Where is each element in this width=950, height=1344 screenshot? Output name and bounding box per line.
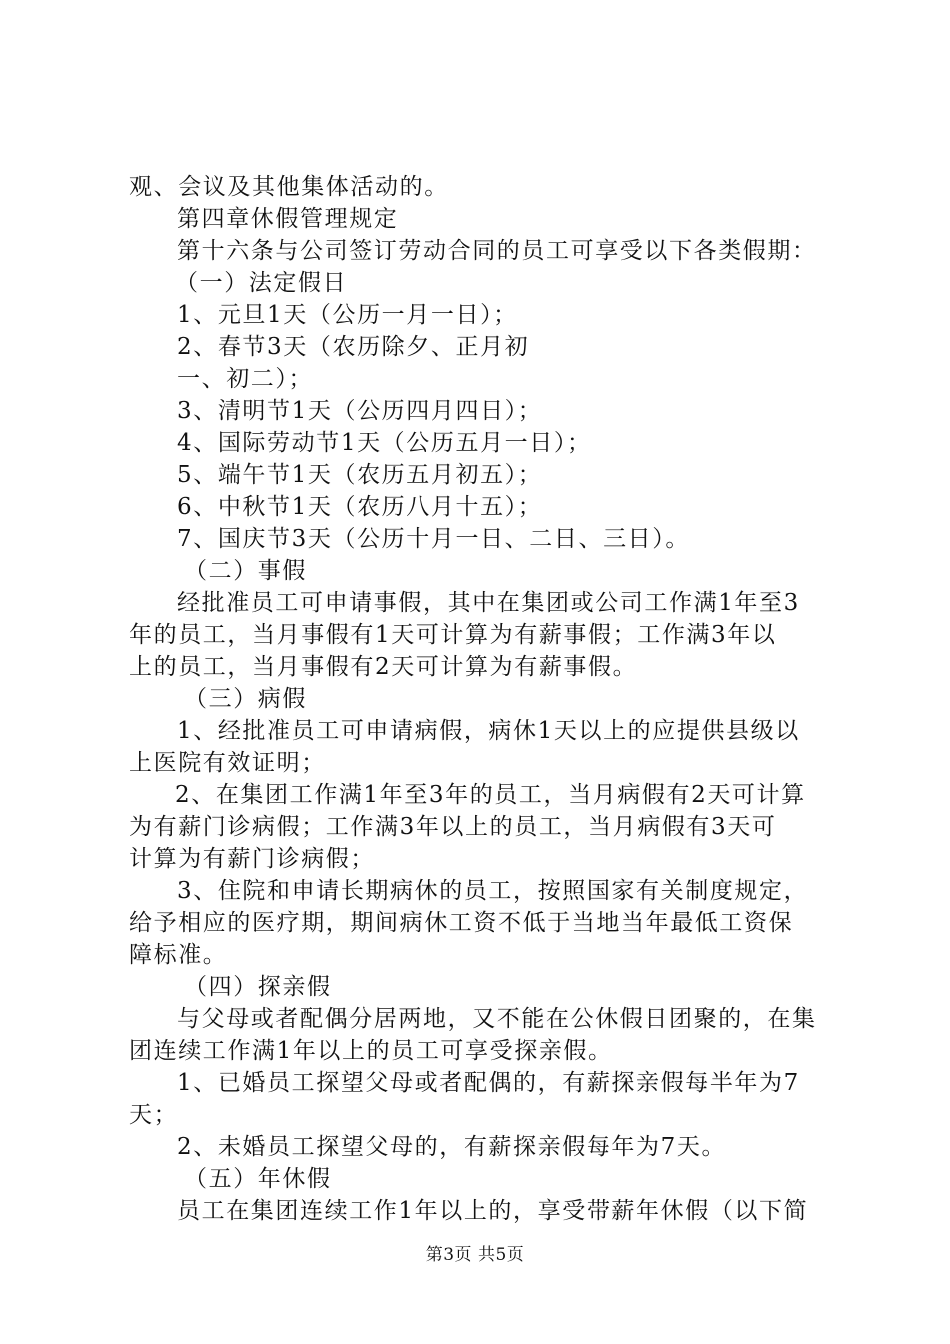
section-heading: （五）年休假 xyxy=(184,1166,332,1192)
text-line: 上医院有效证明； xyxy=(129,750,326,776)
text-line: 经批准员工可申请事假，其中在集团或公司工作满1年至3 xyxy=(177,590,800,616)
text-line: 为有薪门诊病假；工作满3年以上的员工，当月病假有3天可 xyxy=(129,814,777,840)
text-line: 2、未婚员工探望父母的，有薪探亲假每年为7天。 xyxy=(177,1134,727,1160)
text-line: 3、住院和申请长期病休的员工，按照国家有关制度规定， xyxy=(177,878,809,904)
list-item: 6、中秋节1天（农历八月十五）； xyxy=(177,494,543,520)
list-item: 1、元旦1天（公历一月一日）； xyxy=(177,302,518,328)
text-line: 1、经批准员工可申请病假，病休1天以上的应提供县级以 xyxy=(177,718,800,744)
text-line: 观、会议及其他集体活动的。 xyxy=(129,174,449,200)
section-heading: （四）探亲假 xyxy=(184,974,332,1000)
text-line: 年的员工，当月事假有1天可计算为有薪事假；工作满3年以 xyxy=(129,622,777,648)
list-item: 一、初二）； xyxy=(177,366,314,392)
text-line: 团连续工作满1年以上的员工可享受探亲假。 xyxy=(129,1038,613,1064)
list-item: 7、国庆节3天（公历十月一日、二日、三日）。 xyxy=(177,526,690,552)
section-heading: （三）病假 xyxy=(184,686,307,712)
text-line: 员工在集团连续工作1年以上的，享受带薪年休假（以下简 xyxy=(177,1198,809,1224)
list-item: 3、清明节1天（公历四月四日）； xyxy=(177,398,543,424)
text-line: 2、在集团工作满1年至3年的员工，当月病假有2天可计算 xyxy=(175,782,806,808)
text-line: 计算为有薪门诊病假； xyxy=(129,846,375,872)
list-item: 2、春节3天（农历除夕、正月初 xyxy=(177,334,530,360)
chapter-heading: 第四章休假管理规定 xyxy=(177,206,399,232)
section-heading: （二）事假 xyxy=(184,558,307,584)
text-line: 1、已婚员工探望父母或者配偶的，有薪探亲假每半年为7 xyxy=(177,1070,800,1096)
page-number-footer: 第3页 共5页 xyxy=(425,1245,525,1265)
text-line: 给予相应的医疗期，期间病休工资不低于当地当年最低工资保 xyxy=(129,910,794,936)
list-item: 5、端午节1天（农历五月初五）； xyxy=(177,462,543,488)
text-line: 第十六条与公司签订劳动合同的员工可享受以下各类假期： xyxy=(177,238,817,264)
section-heading: （一）法定假日 xyxy=(175,270,348,296)
text-line: 天； xyxy=(129,1102,179,1128)
text-line: 上的员工，当月事假有2天可计算为有薪事假。 xyxy=(129,654,638,680)
text-line: 障标准。 xyxy=(129,942,228,968)
text-line: 与父母或者配偶分居两地，又不能在公休假日团聚的，在集 xyxy=(177,1006,817,1032)
list-item: 4、国际劳动节1天（公历五月一日）； xyxy=(177,430,592,456)
